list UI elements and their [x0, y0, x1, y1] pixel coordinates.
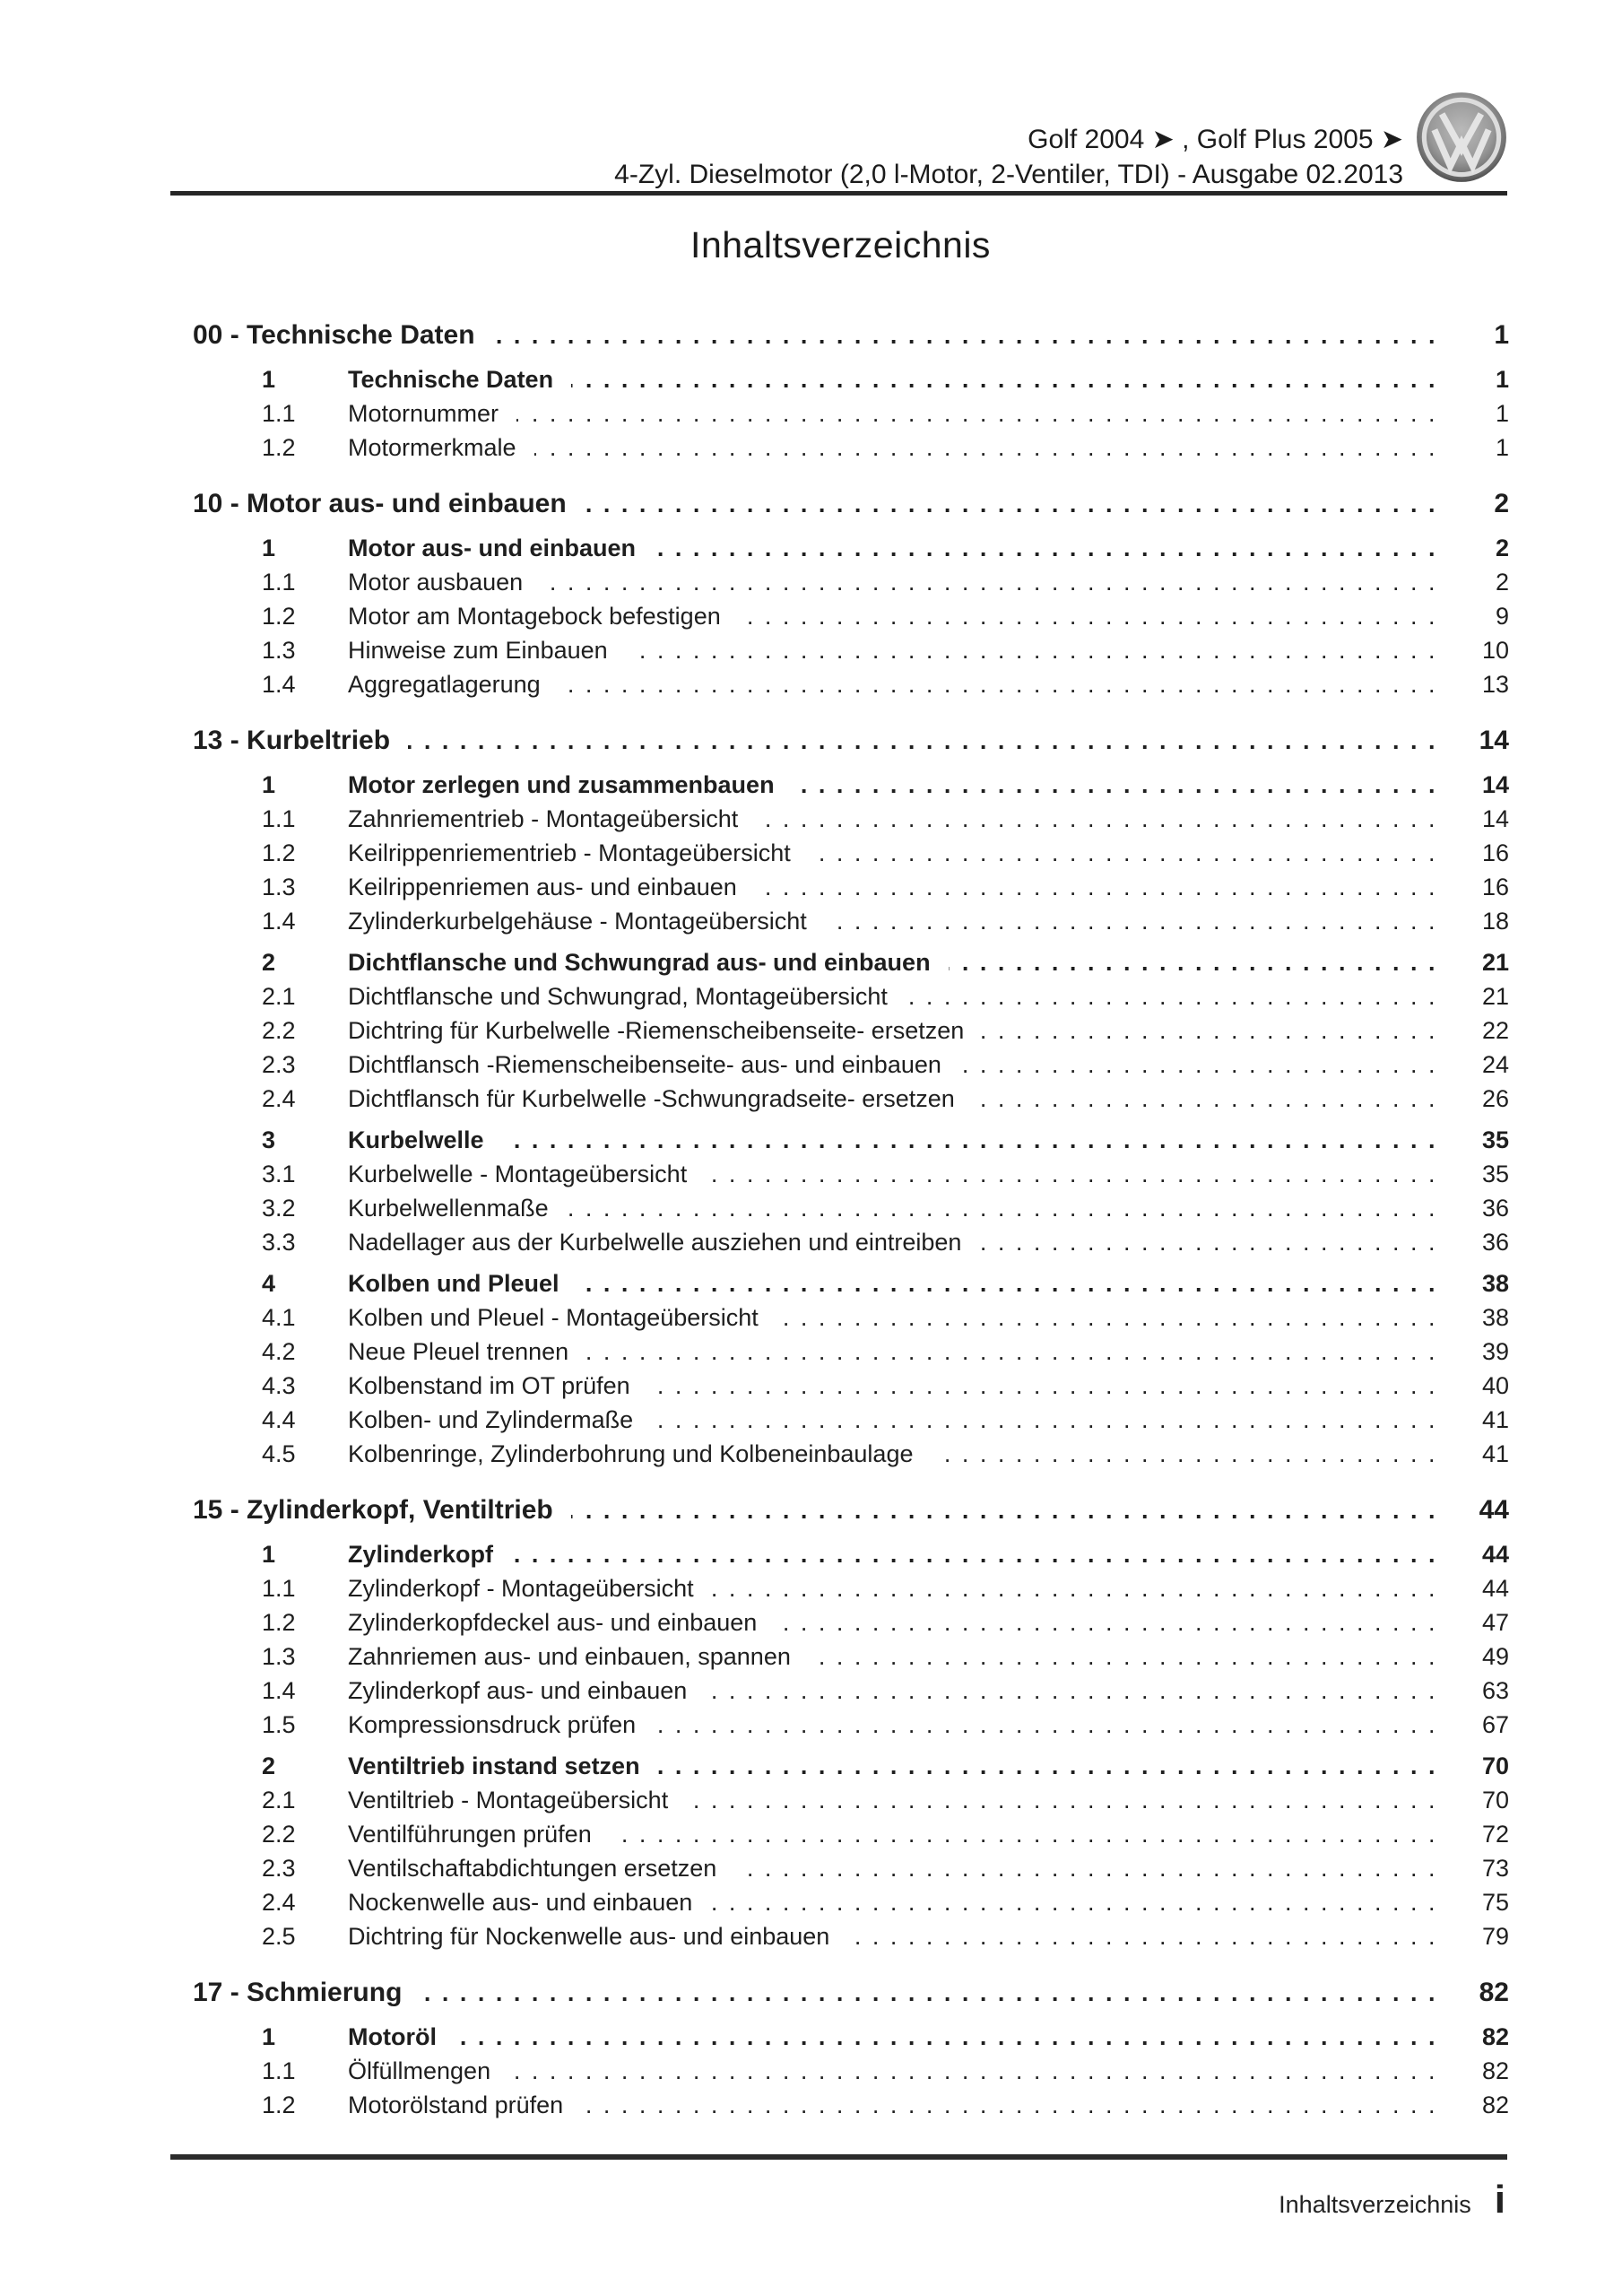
toc-entry-number: 1.3 [262, 874, 296, 900]
toc-entry [172, 1605, 1509, 1639]
dot-leader [420, 1973, 1437, 2013]
toc-entry-title: Keilrippenriementrieb - Montageübersicht [348, 839, 791, 866]
toc-entry-page: 75 [1481, 1889, 1509, 1916]
dot-leader [973, 1082, 1437, 1116]
toc-section-page: 2 [1494, 489, 1509, 518]
toc-entry-number: 1.1 [262, 805, 296, 832]
toc-entry-number: 4 [262, 1270, 276, 1297]
toc-section-entries [172, 531, 1509, 701]
dot-leader [586, 1335, 1437, 1369]
toc-entry-page: 38 [1481, 1304, 1509, 1331]
dot-leader [585, 484, 1437, 524]
toc-entry-page: 35 [1481, 1161, 1509, 1187]
toc-entry-page: 2 [1495, 569, 1509, 596]
dot-leader [648, 1369, 1437, 1403]
toc-entry-title: Ölfüllmengen [348, 2057, 491, 2084]
toc-entry-number: 3 [262, 1126, 276, 1153]
toc-entry [172, 667, 1509, 701]
dot-leader [793, 768, 1437, 802]
toc-entry-number: 2.4 [262, 1085, 296, 1112]
dot-leader [571, 362, 1437, 396]
dot-leader [455, 2020, 1437, 2054]
toc-entry [172, 1885, 1509, 1919]
toc-entry [172, 1851, 1509, 1885]
toc-entry [172, 1157, 1509, 1191]
toc-entry [172, 362, 1509, 396]
page-title: Inhaltsverzeichnis [690, 224, 991, 265]
toc-entry-page: 41 [1481, 1440, 1509, 1467]
toc-section-page: 44 [1479, 1495, 1509, 1525]
toc-section-heading [172, 721, 1509, 761]
toc-entry-number: 1.5 [262, 1711, 296, 1738]
toc-entry-number: 1.4 [262, 908, 296, 935]
toc-section-heading [172, 1973, 1509, 2013]
toc-entry-page: 82 [1481, 2057, 1509, 2084]
toc-entry [172, 945, 1509, 979]
toc-entry-page: 39 [1481, 1338, 1509, 1365]
toc-entry [172, 1266, 1509, 1300]
toc-entry-title: Dichtring für Kurbelwelle -Riemenscheibenseite- ersetzen [348, 1017, 965, 1044]
toc-entry-number: 1 [262, 771, 276, 798]
toc-entry-number: 4.2 [262, 1338, 296, 1365]
dot-leader [705, 1157, 1437, 1191]
toc-entry-page: 44 [1481, 1541, 1509, 1568]
toc-entry-page: 22 [1481, 1017, 1509, 1044]
toc-section-heading [172, 316, 1509, 355]
toc-section-entries [172, 1537, 1509, 1953]
toc-entry-number: 2.2 [262, 1821, 296, 1848]
footer-page-number: i [1494, 2178, 1505, 2222]
toc-entry [172, 1674, 1509, 1708]
dot-leader [979, 1225, 1437, 1259]
dot-leader [516, 396, 1437, 430]
toc-entry-number: 1.2 [262, 1609, 296, 1636]
toc-entry-page: 18 [1481, 908, 1509, 935]
toc-entry-page: 73 [1481, 1855, 1509, 1882]
toc-entry-title: Kolbenringe, Zylinderbohrung und Kolbeneinbaulage [348, 1440, 914, 1467]
toc-entry [172, 1403, 1509, 1437]
toc-entry-title: Ventiltrieb instand setzen [348, 1752, 640, 1779]
toc-entry [172, 1639, 1509, 1674]
toc-entry-number: 2 [262, 949, 276, 976]
toc-entry-title: Kurbelwellenmaße [348, 1195, 549, 1222]
toc-entry-title: Motor am Montagebock befestigen [348, 603, 721, 630]
toc-section-page: 14 [1479, 726, 1509, 755]
toc-entry [172, 531, 1509, 565]
toc-entry-number: 4.1 [262, 1304, 296, 1331]
toc-entry [172, 430, 1509, 465]
toc-entry-number: 1 [262, 366, 276, 393]
dot-leader [493, 316, 1437, 355]
toc-section-page: 1 [1494, 320, 1509, 350]
toc-entry-number: 1.4 [262, 671, 296, 698]
toc-entry [172, 1537, 1509, 1571]
toc-entry [172, 2088, 1509, 2122]
dot-leader [847, 1919, 1437, 1953]
toc-entry-page: 82 [1481, 2092, 1509, 2118]
toc-entry [172, 1048, 1509, 1082]
toc-entry-number: 1.2 [262, 839, 296, 866]
header-rule [170, 191, 1507, 196]
toc-entry-page: 38 [1481, 1270, 1509, 1297]
toc-entry-number: 4.3 [262, 1372, 296, 1399]
toc-entry-number: 1 [262, 1541, 276, 1568]
dot-leader [686, 1783, 1437, 1817]
toc-entry-page: 26 [1481, 1085, 1509, 1112]
toc-entry-number: 4.4 [262, 1406, 296, 1433]
toc-entry-title: Ventiltrieb - Montageübersicht [348, 1787, 669, 1813]
toc-entry-title: Dichtflansche und Schwungrad, Montageübersicht [348, 983, 888, 1010]
toc-section-label: 15 - Zylinderkopf, Ventiltrieb [193, 1495, 553, 1525]
toc-entry-number: 1 [262, 2023, 276, 2050]
toc-entry-title: Kolbenstand im OT prüfen [348, 1372, 630, 1399]
toc-entry-page: 70 [1481, 1787, 1509, 1813]
toc-entry-title: Kurbelwelle - Montageübersicht [348, 1161, 688, 1187]
toc-entry-number: 1.4 [262, 1677, 296, 1704]
toc-entry-page: 10 [1481, 637, 1509, 664]
toc-section [172, 484, 1509, 701]
toc-entry [172, 633, 1509, 667]
dot-leader [534, 430, 1437, 465]
dot-leader [931, 1437, 1437, 1471]
dot-leader [734, 1851, 1437, 1885]
dot-leader [610, 1817, 1437, 1851]
toc-entry-title: Kolben und Pleuel - Montageübersicht [348, 1304, 759, 1331]
toc-entry-number: 1.2 [262, 603, 296, 630]
toc-entry-page: 36 [1481, 1229, 1509, 1256]
toc-entry-page: 49 [1481, 1643, 1509, 1670]
toc-entry-number: 1.3 [262, 637, 296, 664]
toc-section-entries [172, 2020, 1509, 2122]
dot-leader [581, 2088, 1437, 2122]
toc-entry-number: 2.3 [262, 1051, 296, 1078]
toc-entry-page: 16 [1481, 874, 1509, 900]
dot-leader [567, 1191, 1437, 1225]
toc-section [172, 1491, 1509, 1953]
toc-entry-number: 1.1 [262, 400, 296, 427]
dot-leader [756, 802, 1437, 836]
toc-entry [172, 1571, 1509, 1605]
footer-label: Inhaltsverzeichnis [1279, 2191, 1471, 2218]
toc-entry-page: 35 [1481, 1126, 1509, 1153]
toc-entry [172, 1123, 1509, 1157]
toc-entry-title: Ventilführungen prüfen [348, 1821, 592, 1848]
toc-entry [172, 1817, 1509, 1851]
toc-entry [172, 904, 1509, 938]
toc-entry [172, 802, 1509, 836]
toc-entry-page: 2 [1495, 535, 1509, 561]
toc-section-label: 13 - Kurbeltrieb [193, 726, 391, 755]
toc-entry-page: 1 [1495, 434, 1509, 461]
toc-entry [172, 2020, 1509, 2054]
toc-entry-number: 1 [262, 535, 276, 561]
toc-entry-title: Hinweise zum Einbauen [348, 637, 608, 664]
toc-entry [172, 1013, 1509, 1048]
dot-leader [712, 1571, 1437, 1605]
toc-entry-title: Motor ausbauen [348, 569, 524, 596]
dot-leader [577, 1266, 1437, 1300]
toc-entry [172, 599, 1509, 633]
toc-entry-title: Motor aus- und einbauen [348, 535, 636, 561]
toc-section [172, 721, 1509, 1471]
toc-entry-title: Motoröl [348, 2023, 437, 2050]
dot-leader [776, 1300, 1437, 1335]
dot-leader [508, 2054, 1437, 2088]
toc-entry-number: 1.3 [262, 1643, 296, 1670]
toc-entry-number: 2 [262, 1752, 276, 1779]
toc-entry-title: Zylinderkopf aus- und einbauen [348, 1677, 688, 1704]
toc-entry-page: 1 [1495, 366, 1509, 393]
toc-entry-number: 3.2 [262, 1195, 296, 1222]
toc-entry-title: Aggregatlagerung [348, 671, 541, 698]
dot-leader [982, 1013, 1437, 1048]
dot-leader [571, 1491, 1437, 1530]
toc-entry-title: Keilrippenriemen aus- und einbauen [348, 874, 737, 900]
toc-entry [172, 1082, 1509, 1116]
toc-entry-number: 2.1 [262, 983, 296, 1010]
toc-entry-title: Zahnriemen aus- und einbauen, spannen [348, 1643, 791, 1670]
toc-entry-page: 67 [1481, 1711, 1509, 1738]
toc-entry-title: Zylinderkopfdeckel aus- und einbauen [348, 1609, 758, 1636]
dot-leader [775, 1605, 1437, 1639]
toc-entry-title: Kompressionsdruck prüfen [348, 1711, 637, 1738]
toc-entry-page: 1 [1495, 400, 1509, 427]
toc-entry-page: 47 [1481, 1609, 1509, 1636]
toc-entry-title: Motor zerlegen und zusammenbauen [348, 771, 775, 798]
toc-entry-page: 14 [1481, 771, 1509, 798]
toc-entry [172, 1335, 1509, 1369]
toc-entry-page: 36 [1481, 1195, 1509, 1222]
toc-section-entries [172, 362, 1509, 465]
toc-entry-title: Technische Daten [348, 366, 554, 393]
toc-entry-number: 3.3 [262, 1229, 296, 1256]
toc-entry-page: 13 [1481, 671, 1509, 698]
toc-entry-title: Dichtflansch -Riemenscheibenseite- aus- und einbauen [348, 1051, 941, 1078]
toc-entry-number: 1.1 [262, 2057, 296, 2084]
dot-leader [949, 945, 1437, 979]
dot-leader [559, 667, 1437, 701]
toc-entry-number: 1.2 [262, 434, 296, 461]
footer-rule [170, 2154, 1507, 2160]
toc-entry-title: Kurbelwelle [348, 1126, 484, 1153]
toc-entry-page: 79 [1481, 1923, 1509, 1950]
vw-logo-icon [1415, 91, 1508, 184]
toc-entry-title: Ventilschaftabdichtungen ersetzen [348, 1855, 717, 1882]
toc-section-label: 17 - Schmierung [193, 1978, 403, 2007]
toc-entry-title: Zylinderkopf - Montageübersicht [348, 1575, 694, 1602]
toc-entry-page: 82 [1481, 2023, 1509, 2050]
dot-leader [959, 1048, 1437, 1082]
toc-entry-title: Zylinderkopf [348, 1541, 494, 1568]
toc-section [172, 1973, 1509, 2122]
toc-entry-number: 3.1 [262, 1161, 296, 1187]
dot-leader [739, 599, 1437, 633]
dot-leader [705, 1674, 1437, 1708]
toc-entry-number: 1.1 [262, 569, 296, 596]
toc-entry-title: Motornummer [348, 400, 499, 427]
toc-entry [172, 1225, 1509, 1259]
toc-entry [172, 979, 1509, 1013]
toc-entry-number: 1.2 [262, 2092, 296, 2118]
toc-entry-page: 63 [1481, 1677, 1509, 1704]
dot-leader [541, 565, 1437, 599]
toc-entry-title: Dichtflansch für Kurbelwelle -Schwungradseite- ersetzen [348, 1085, 955, 1112]
dot-leader [626, 633, 1437, 667]
toc-entry-title: Zahnriementrieb - Montageübersicht [348, 805, 739, 832]
dot-leader [809, 1639, 1437, 1674]
toc-entry-number: 2.1 [262, 1787, 296, 1813]
toc-entry-number: 2.2 [262, 1017, 296, 1044]
toc-entry-page: 16 [1481, 839, 1509, 866]
dot-leader [651, 1403, 1437, 1437]
toc-entry [172, 1300, 1509, 1335]
toc-entry-title: Motormerkmale [348, 434, 516, 461]
toc-entry-page: 70 [1481, 1752, 1509, 1779]
dot-leader [809, 836, 1437, 870]
toc-entry-title: Motorölstand prüfen [348, 2092, 564, 2118]
toc-entry-number: 2.3 [262, 1855, 296, 1882]
toc-section-page: 82 [1479, 1978, 1509, 2007]
toc-entry-title: Nadellager aus der Kurbelwelle ausziehen und eintreiben [348, 1229, 962, 1256]
toc-entry [172, 565, 1509, 599]
toc-entry [172, 1749, 1509, 1783]
toc-section-heading [172, 1491, 1509, 1530]
header-engine-line: 4-Zyl. Dieselmotor (2,0 l-Motor, 2-Ventiler, TDI) - Ausgabe 02.2013 [614, 160, 1403, 189]
toc-entry-page: 21 [1481, 949, 1509, 976]
toc-entry-title: Dichtflansche und Schwungrad aus- und einbauen [348, 949, 931, 976]
dot-leader [654, 1708, 1437, 1742]
toc-entry-title: Kolben- und Zylindermaße [348, 1406, 634, 1433]
dot-leader [502, 1123, 1437, 1157]
toc-entry [172, 1437, 1509, 1471]
toc-section [172, 316, 1509, 465]
toc-entry-title: Dichtring für Nockenwelle aus- und einbauen [348, 1923, 830, 1950]
toc-entry-title: Kolben und Pleuel [348, 1270, 559, 1297]
toc-entry [172, 1369, 1509, 1403]
toc-entry-number: 2.4 [262, 1889, 296, 1916]
toc-section-label: 10 - Motor aus- und einbauen [193, 489, 567, 518]
table-of-contents [172, 316, 1509, 2122]
dot-leader [710, 1885, 1437, 1919]
toc-entry [172, 870, 1509, 904]
dot-leader [408, 721, 1437, 761]
toc-entry-number: 1.1 [262, 1575, 296, 1602]
toc-section-entries [172, 768, 1509, 1471]
toc-entry-page: 24 [1481, 1051, 1509, 1078]
toc-entry [172, 2054, 1509, 2088]
header-model-line: Golf 2004 ➤ , Golf Plus 2005 ➤ [1028, 125, 1403, 154]
toc-entry [172, 768, 1509, 802]
toc-entry [172, 836, 1509, 870]
toc-entry-page: 40 [1481, 1372, 1509, 1399]
toc-entry [172, 1191, 1509, 1225]
toc-entry-page: 44 [1481, 1575, 1509, 1602]
toc-entry-page: 72 [1481, 1821, 1509, 1848]
toc-entry [172, 396, 1509, 430]
toc-entry [172, 1919, 1509, 1953]
dot-leader [511, 1537, 1437, 1571]
dot-leader [825, 904, 1437, 938]
toc-entry [172, 1783, 1509, 1817]
dot-leader [654, 531, 1437, 565]
dot-leader [906, 979, 1437, 1013]
dot-leader [658, 1749, 1437, 1783]
dot-leader [755, 870, 1437, 904]
toc-entry-page: 14 [1481, 805, 1509, 832]
toc-entry-page: 21 [1481, 983, 1509, 1010]
toc-entry-title: Zylinderkurbelgehäuse - Montageübersicht [348, 908, 807, 935]
page-header [172, 122, 1403, 192]
toc-entry-number: 2.5 [262, 1923, 296, 1950]
toc-entry-page: 9 [1495, 603, 1509, 630]
toc-entry [172, 1708, 1509, 1742]
page-footer [1279, 2178, 1505, 2222]
toc-entry-page: 41 [1481, 1406, 1509, 1433]
toc-entry-title: Neue Pleuel trennen [348, 1338, 569, 1365]
toc-entry-title: Nockenwelle aus- und einbauen [348, 1889, 693, 1916]
toc-entry-number: 4.5 [262, 1440, 296, 1467]
toc-section-heading [172, 484, 1509, 524]
toc-section-label: 00 - Technische Daten [193, 320, 475, 350]
